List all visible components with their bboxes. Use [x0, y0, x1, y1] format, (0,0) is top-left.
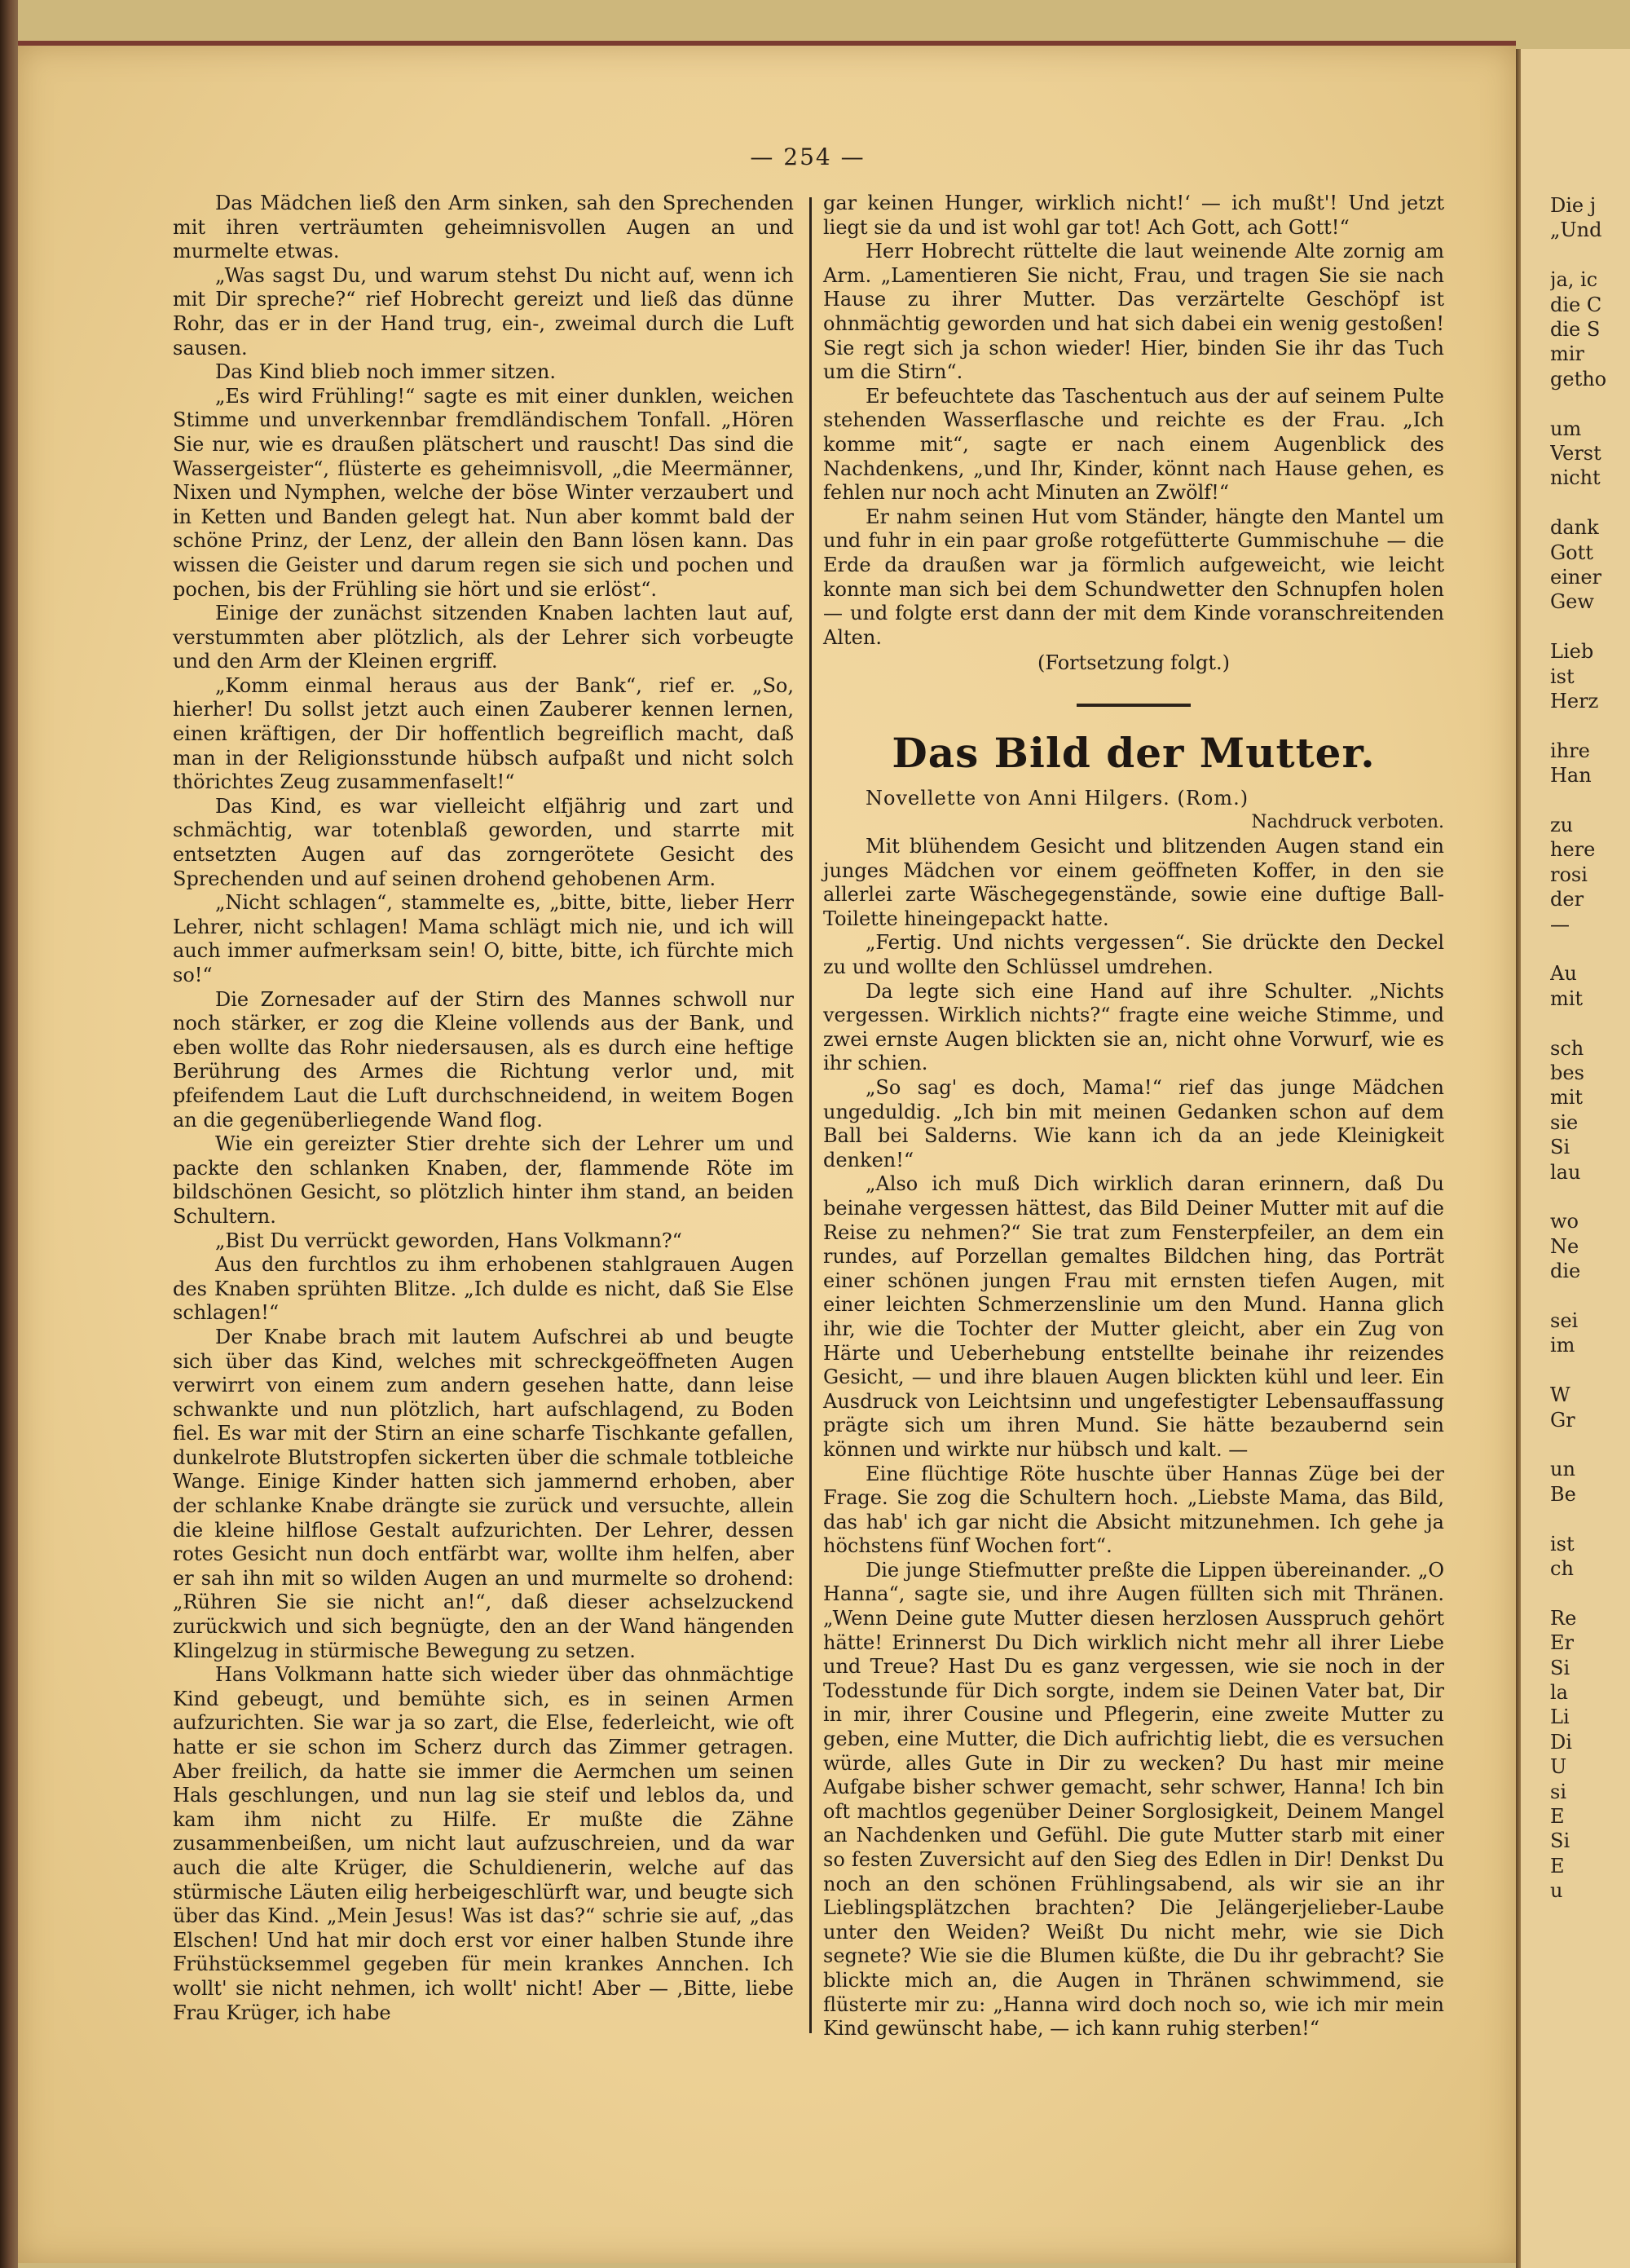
paragraph: Einige der zunächst sitzenden Knaben lachten laut auf, verstummten aber plötzlich, als der Lehrer sich vorbeugte und den Arm der Kleinen ergriff. — [173, 602, 794, 673]
page-number: — 254 — — [750, 143, 866, 170]
right-column — [823, 192, 1444, 2041]
paragraph: „Es wird Frühling!“ sagte es mit einer dunklen, weichen Stimme und unverkennbar fremdländischem Tonfall. „Hören Sie nur, wie es draußen plätschert und rauscht! Das sind die Wassergeister“, flüsterte es geheimnisvoll, „die Meermänner, Nixen und Nymphen, welche der böse Winter verzaubert und in Ketten und Banden gelegt hat. Nun aber kommt bald der schöne Prinz, der Lenz, der allein den Bann lösen kann. Das wissen die Geister und darum regen sie sich und pochen und pochen, bis der Frühling sie hört und sie erlöst“. — [173, 384, 794, 601]
next-page-fragment: W — [1550, 1383, 1571, 1407]
next-page-fragment: Di — [1550, 1730, 1572, 1754]
next-page-fragment: um — [1550, 417, 1582, 440]
next-page-fragment: Han — [1550, 764, 1592, 788]
next-page-fragment: „Und — [1550, 218, 1602, 242]
paragraph: „Nicht schlagen“, stammelte es, „bitte, bitte, lieber Herr Lehrer, nicht schlagen! Mama schlägt mich nie, und ich will auch immer aufmerksam sein! O, bitte, bitte, ich fürchte mich so!“ — [173, 891, 794, 986]
next-page-fragment: Gew — [1550, 590, 1594, 614]
continuation-note: (Fortsetzung folgt.) — [1037, 651, 1230, 675]
next-page-fragment: un — [1550, 1458, 1575, 1481]
next-page-fragment: Gr — [1550, 1408, 1575, 1432]
next-page-fragment: mit — [1550, 986, 1584, 1010]
paragraph: Das Kind blieb noch immer sitzen. — [215, 360, 556, 384]
paragraph: Wie ein gereizter Stier drehte sich der Lehrer um und packte den schlanken Knaben, der, flammende Röte im bildschönen Gesicht, so plötzlich hinter ihm stand, an beiden Schultern. — [173, 1132, 794, 1228]
paragraph: „Bist Du verrückt geworden, Hans Volkmann?“ — [215, 1229, 682, 1252]
paragraph: „Was sagst Du, und warum stehst Du nicht auf, wenn ich mit Dir spreche?“ rief Hobrecht gereizt und ließ das dünne Rohr, das er in der Hand trug, ein-, zweimal durch die Luft sausen. — [173, 263, 794, 360]
next-page-fragment: u — [1550, 1879, 1563, 1903]
next-page-fragment: ist — [1550, 1532, 1575, 1555]
next-page-fragment: here — [1550, 838, 1596, 862]
next-page-fragment: ch — [1550, 1557, 1574, 1580]
next-page-fragment: Re — [1550, 1606, 1577, 1630]
next-page-fragment: zu — [1550, 814, 1574, 836]
next-page-fragment: Ne — [1550, 1234, 1579, 1258]
next-page-fragment: die S — [1550, 318, 1601, 341]
paragraph: Aus den furchtlos zu ihm erhobenen stahlgrauen Augen des Knaben sprühten Blitze. „Ich dulde es nicht, daß Sie Else schlagen!“ — [173, 1253, 794, 1325]
section-divider — [1077, 704, 1191, 707]
next-page-fragment: la — [1550, 1681, 1568, 1704]
paragraph: Der Knabe brach mit lautem Aufschrei ab und beugte sich über das Kind, welches mit schreckgeöffneten Augen verwirrt von einem zum andern gesehen hatte, dann leise schwankte und nun plötzlich, hart aufschlagend, zu Boden fiel. Es war mit der Stirn an eine scharfe Tischkante gefallen, dunkelrote Blutstropfen sickerten über die schmale totbleiche Wange. Einige Kinder hatten sich jammernd erhoben, aber der schlanke Knabe drängte sie zurück und versuchte, allein die kleine hilflose Gestalt aufzurichten. Der Lehrer, dessen rotes Gesicht nun doch entfärbt war, wollte ihm helfen, aber er sah ihn mit so wilden Augen an und murmelte so drohend: „Rühren Sie sie nicht an!“, daß dieser achselzuckend zurückwich und sich begnügte, den an der Wand hängenden Klingelzug in stürmische Bewegung zu setzen. — [173, 1325, 794, 1662]
next-page-fragment: bes — [1550, 1061, 1584, 1084]
paragraph: gar keinen Hunger, wirklich nicht!‘ — ich mußt'! Und jetzt liegt sie da und ist wohl gar tot! Ach Gott, ach Gott!“ — [823, 192, 1444, 239]
rights-notice: Nachdruck verboten. — [1251, 812, 1444, 833]
next-page-fragment: Die j — [1550, 194, 1597, 217]
paragraph: Er befeuchtete das Taschentuch aus der auf seinem Pulte stehenden Wasserflasche und reichte es der Frau. „Ich komme mit“, sagte er nach einem Augenblick des Nachdenkens, „und Ihr, Kinder, könnt nach Hause gehen, es fehlen nur noch acht Minuten an Zwölf!“ — [823, 384, 1444, 505]
next-page-fragment: Er — [1550, 1631, 1574, 1655]
paragraph: Die Zornesader auf der Stirn des Mannes schwoll nur noch stärker, er zog die Kleine vollends aus der Bank, und eben wollte das Rohr niedersausen, als es durch eine heftige Berührung des Armes die Richtung verlor und, mit pfeifendem Laut die Luft durchschneidend, in weitem Bogen an die gegenüberliegende Wand flog. — [173, 987, 794, 1132]
next-page-fragment: Lieb — [1550, 640, 1594, 664]
paragraph: Die junge Stiefmutter preßte die Lippen übereinander. „O Hanna“, sagte sie, und ihre Augen füllten sich mit Thränen. „Wenn Deine gute Mutter diesen herzlosen Ausspruch gehört hätte! Erinnerst Du Dich wirklich nicht mehr all ihrer Liebe und Treue? Hast Du es ganz vergessen, wie sie noch in der Todesstunde für Dich sorgte, indem sie Deinen Vater bat, Dir in mir, ihrer Cousine und Pflegerin, eine zweite Mutter zu geben, eine Mutter, die Dich aufrichtig liebt, die es versuchen würde, alles Gute in Dir zu wecken? Du hast mir meine Aufgabe bisher schwer gemacht, sehr schwer, Hanna! Ich bin oft machtlos gegenüber Deiner Sorglosigkeit, Deinem Mangel an Nachdenken und Gefühl. Die gute Mutter starb mit einer so festen Zuversicht auf den Sieg des Edlen in Dir! Denkst Du noch an den schönen Frühlingsabend, als wir sie an ihr Lieblingsplätzchen brachten? Die Jelängerjelieber-Laube unter den Weiden? Weißt Du nicht mehr, wie sie Dich segnete? Wie sie die Blumen küßte, die Du ihr gebracht? Sie blickte mich an, die Augen in Thränen schwimmend, sie flüsterte mir zu: „Hanna wird doch noch so, wie ich mir mein Kind gewünscht habe, — ich kann ruhig sterben!“ — [823, 1558, 1444, 2041]
paragraph: Da legte sich eine Hand auf ihre Schulter. „Nichts vergessen. Wirklich nichts?“ fragte eine weiche Stimme, und zwei ernste Augen blickten sie an, nicht ohne Vorwurf, wie es ihr schien. — [823, 979, 1444, 1075]
next-page-fragment: si — [1550, 1780, 1566, 1803]
next-page-fragment: Herz — [1550, 690, 1599, 713]
paragraph: „Komm einmal heraus aus der Bank“, rief er. „So, hierher! Du sollst jetzt auch einen Zauberer kennen lernen, einen kräftigen, der Dir hoffentlich begreiflich macht, daß man in der Religionsstunde hübsch aufpaßt und nicht solch thörichtes Zeug zusammenfaselt!“ — [173, 673, 794, 794]
story-title: Das Bild der Mutter. — [892, 728, 1376, 777]
next-page-fragment: Be — [1550, 1482, 1576, 1506]
next-page-fragment: Verst — [1550, 442, 1601, 465]
next-page-fragment: die — [1550, 1260, 1581, 1283]
next-page-fragment: E — [1550, 1854, 1565, 1877]
next-page-fragment: Si — [1550, 1136, 1571, 1159]
next-page-fragment: einer — [1550, 566, 1602, 589]
next-page-fragment: lau — [1550, 1160, 1581, 1184]
next-page-edge — [1521, 49, 1630, 2268]
next-page-fragment: sei — [1550, 1309, 1579, 1332]
next-page-fragment: dank — [1550, 516, 1599, 540]
paragraph: Das Kind, es war vielleicht elfjährig und zart und schmächtig, war totenblaß geworden, und starrte mit entsetzten Augen auf das zorngerötete Gesicht des Sprechenden und auf seinen drohend gehobenen Arm. — [173, 794, 794, 890]
next-page-fragment: mit — [1550, 1086, 1584, 1110]
next-page-fragment: rosi — [1550, 863, 1588, 886]
next-page-fragment: ihre — [1550, 739, 1590, 762]
paragraph: Das Mädchen ließ den Arm sinken, sah den Sprechenden mit ihren verträumten geheimnisvollen Augen an und murmelte etwas. — [173, 192, 794, 263]
paragraph: Herr Hobrecht rüttelte die laut weinende Alte zornig am Arm. „Lamentieren Sie nicht, Frau, und tragen Sie sie nach Hause zu ihrer Mutter. Das verzärtelte Geschöpf ist ohnmächtig geworden und hat sich dabei ein wenig gestoßen! Sie regt sich ja schon wieder! Hier, binden Sie ihr das Tuch um die Stirn“. — [823, 240, 1444, 384]
left-column — [173, 192, 794, 2025]
paragraph: Eine flüchtige Röte huschte über Hannas Züge bei der Frage. Sie zog die Schultern hoch. „Liebste Mama, das Bild, das hab' ich gar nicht die Absicht mitzunehmen. Ich gehe ja höchstens fünf Wochen fort“. — [823, 1462, 1444, 1558]
next-page-fragment: sie — [1550, 1110, 1579, 1134]
column-divider — [809, 197, 812, 2033]
paragraph: „Also ich muß Dich wirklich daran erinnern, daß Du beinahe vergessen hättest, das Bild Deiner Mutter mit auf die Reise zu nehmen?“ Sie trat zum Fensterpfeiler, an dem ein rundes, auf Porzellan gemaltes Bildchen hing, das Porträt einer schönen jungen Frau mit ernsten tiefen Augen, mit einer leichten Schmerzenslinie um den Mund. Hanna glich ihr, wie die Tochter der Mutter gleicht, aber ein Zug von Härte und Ueberhebung entstellte beinahe ihr reizendes Gesicht, — und ihre blauen Augen blickten kühl und leer. Ein Ausdruck von Leichtsinn und ungefestigter Lebensauffassung prägte sich um ihren Mund. Sie hätte bezaubernd sein können und wirkte nur hübsch und kalt. — — [823, 1172, 1444, 1461]
paragraph: „So sag' es doch, Mama!“ rief das junge Mädchen ungeduldig. „Ich bin mit meinen Gedanken schon auf dem Ball bei Salderns. Wie kann ich da an jede Kleinigkeit denken!“ — [823, 1076, 1444, 1172]
next-page-fragment: — — [1550, 912, 1570, 936]
next-page-fragment: sch — [1550, 1036, 1584, 1060]
next-page-fragment: mir — [1550, 342, 1584, 366]
paragraph: Mit blühendem Gesicht und blitzenden Augen stand ein junges Mädchen vor einem geöffneten Koffer, in den sie allerlei zarte Wäschegegenstände, sowie eine duftige Ball-Toilette hineingepackt hatte. — [823, 835, 1444, 930]
next-page-fragment: E — [1550, 1805, 1565, 1828]
next-page-fragment: Au — [1550, 962, 1577, 986]
next-page-fragment: der — [1550, 888, 1584, 911]
next-page-fragment: ja, ic — [1550, 268, 1598, 292]
next-page-fragment: im — [1550, 1334, 1575, 1357]
next-page-fragment: ist — [1550, 664, 1575, 688]
next-page-fragment: wo — [1550, 1210, 1579, 1233]
paragraph: „Fertig. Und nichts vergessen“. Sie drückte den Deckel zu und wollte den Schlüssel umdrehen. — [823, 931, 1444, 979]
story-byline: Novellette von Anni Hilgers. (Rom.) — [866, 786, 1249, 810]
paragraph: Hans Volkmann hatte sich wieder über das ohnmächtige Kind gebeugt, und bemühte sich, es in seinen Armen aufzurichten. Sie war ja so zart, die Else, federleicht, wie oft hatte er sie schon im Scherz durch das Zimmer getragen. Aber freilich, da hatte sie immer die Aermchen um seinen Hals geschlungen, und nun lag sie steif und leblos da, und kam ihm nicht zu Hilfe. Er mußte die Zähne zusammenbeißen, um nicht laut aufzuschreien, und da war auch die alte Krüger, die Schuldienerin, welche auf das stürmische Läuten eilig herbeigeschlürft war, und beugte sich über das Kind. „Mein Jesus! Was ist das?“ schrie sie auf, „das Elschen! Und hat mir doch erst vor einer halben Stunde ihre Frühstücksemmel gegeben für mein krankes Annchen. Ich wollt' sie nicht nehmen, ich wollt' nicht! Aber — ‚Bitte, liebe Frau Krüger, ich habe — [173, 1663, 794, 2024]
next-page-fragment: U — [1550, 1755, 1567, 1779]
next-page-fragment: Gott — [1550, 541, 1593, 564]
next-page-fragment: die C — [1550, 293, 1602, 316]
book-binding — [0, 0, 18, 2268]
next-page-fragment: Si — [1550, 1829, 1571, 1853]
next-page-fragment: Si — [1550, 1656, 1571, 1679]
next-page-fragment: nicht — [1550, 466, 1601, 490]
paragraph: Er nahm seinen Hut vom Ständer, hängte den Mantel um und fuhr in ein paar große rotgefütterte Gummischuhe — die Erde da draußen war ja förmlich aufgeweicht, wie leicht konnte man sich bei dem Schundwetter den Schnupfen holen — und folgte erst dann der mit dem Kinde voranschreitenden Alten. — [823, 505, 1444, 649]
next-page-fragment: Li — [1550, 1705, 1570, 1729]
next-page-fragment: getho — [1550, 367, 1607, 391]
